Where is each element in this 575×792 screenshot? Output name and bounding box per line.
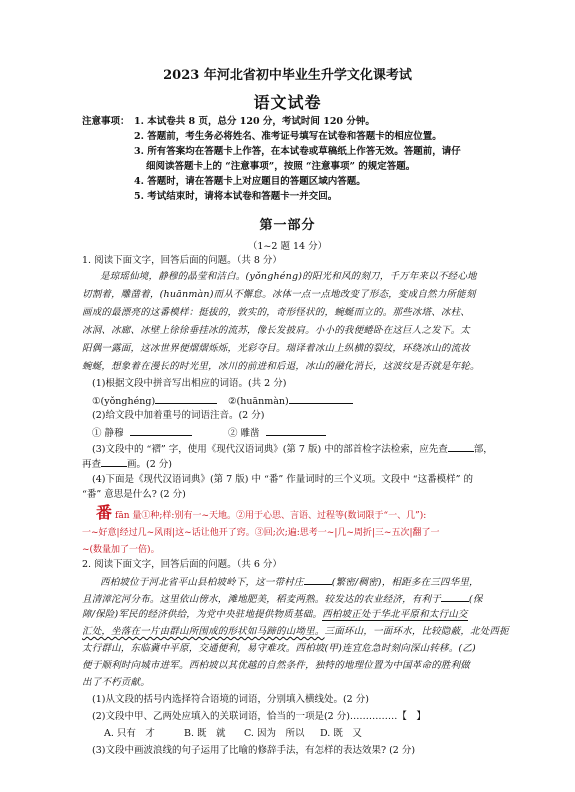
q2-sub1: (1)从文段的括号内选择符合语境的词语，分别填入横线处。(2 分) — [92, 694, 369, 705]
q1-sub4: (4)下面是《现代汉语词典》(第 7 版) 中 “番” 作量词时的三个义项。文段中 “这番模样” 的 — [92, 474, 473, 485]
q2-sub3: (3)文段中画波浪线的句子运用了比喻的修辞手法，有怎样的表达效果? (2 分) — [92, 745, 416, 756]
q1-sub2-answer-b — [228, 425, 326, 441]
q1-passage-line: 画成的最漂亮的这番模样：挺拔的，敦实的，奇形怪状的，蜿蜒而立的。那些冰塔、冰柱、 — [82, 307, 471, 318]
q2-passage-seg: 西柏坡位于河北省平山县柏坡岭下，这一带村庄 — [100, 577, 304, 588]
q1-sub3-text: (3)文段中的 “褶” 字，使用《现代汉语词典》(第 7 版) 中的部首检字法检索，应先查 — [92, 444, 448, 455]
answer-blank — [448, 441, 474, 452]
q1-sub2: (2)给文段中加着重号的词语注音。(2 分) — [92, 410, 265, 421]
q1-sub2-b-label: ② 雕凿 — [228, 428, 260, 439]
dictionary-entry-line — [96, 503, 426, 526]
q1-sub4-cont: “番” 意思是什么? (2 分) — [82, 489, 186, 500]
q2-passage-line: 出了不朽贡献。 — [82, 677, 150, 688]
answer-blank — [101, 456, 127, 467]
q1-passage-line: 是琼瑶仙境，静穆的晶莹和洁白。(yǒnghéng)的阳光和风的刻刀，千万年来以不经心地 — [100, 271, 477, 282]
q2-passage-line — [82, 608, 468, 622]
q1-sub3-text: 部， — [473, 444, 493, 455]
q1-sub3 — [92, 441, 493, 457]
q1-passage-line: 冰洞、冰廊、冰壁上徐徐垂挂冰的流苏，像长发披肩。小小的我便蜷卧在这巨人之发下。太 — [82, 325, 471, 336]
notes-label: 注意事项： — [82, 116, 130, 127]
answer-blank — [130, 425, 192, 436]
q2-passage-line: 太行群山，东临冀中平原，交通便利，易守难攻。西柏坡(甲)连宜危急时刻向深山转移。(乙) — [82, 643, 476, 654]
q1-sub2-answer-a — [92, 425, 192, 441]
q2-passage-underlined: 西柏坡正处于华北平原和太行山交 — [322, 609, 468, 620]
q2-option-b: B. 既 就 — [184, 728, 226, 739]
q2-passage-line — [100, 574, 479, 590]
q2-option-d: D. 既 又 — [320, 728, 362, 739]
answer-blank — [304, 574, 332, 585]
q1-sub1-answer-b — [228, 393, 353, 409]
answer-blank — [155, 393, 217, 404]
answer-blank — [266, 425, 326, 436]
q2-stem: 2. 阅读下面文字，回答后面的问题。（共 6 分） — [82, 559, 282, 570]
note-item: 4. 答题时，请在答题卡上对应题目的答题区域内答题。 — [134, 176, 366, 187]
q1-sub1-b-label: ②(huānmàn) — [228, 396, 289, 407]
dictionary-line-3: ~(数量加了一倍)。 — [82, 545, 160, 555]
q2-passage-line — [82, 625, 509, 639]
answer-blank — [441, 591, 469, 602]
q1-sub3-text: 画。(2 分) — [127, 459, 172, 470]
q1-sub1-a-label: ①(yǒnghéng) — [92, 396, 156, 407]
q1-sub2-a-label: ① 静穆 — [92, 428, 124, 439]
dictionary-head-char: 番 — [96, 503, 113, 522]
q2-passage-line — [82, 591, 483, 607]
q2-passage-seg: (保 — [468, 594, 483, 605]
note-item: 细阅读答题卡上的 “注意事项”，按照 “注意事项” 的规定答题。 — [146, 161, 416, 172]
q2-sub2: (2)文段中甲、乙两处应填入的关联词语，恰当的一项是(2 分)……………【 】 — [92, 711, 426, 722]
exam-title: 2023 年河北省初中毕业生升学文化课考试 — [163, 68, 412, 83]
answer-blank — [289, 393, 353, 404]
dictionary-line-1: fān 量①种;样:别有一~天地。②用于心思、言语、过程等(数词限于“一、几”): — [115, 511, 427, 521]
q1-passage-line: 阳偶一露面，这冰世界便熠熠烁烁，光彩夺目。瑞译着冰山上纵横的裂纹，环绕冰山的流妆 — [82, 343, 471, 354]
q2-passage-seg: 且清漳沱河分布。这里依山傍水，滩地肥美，稻麦两熟。较发达的农业经济，有利于 — [82, 594, 441, 605]
q2-option-a: A. 只有 才 — [104, 728, 155, 739]
note-item: 3. 所有答案均在答题卡上作答，在本试卷或草稿纸上作答无效。答题前，请仔 — [134, 146, 461, 157]
q1-passage-line: 蜿蜒，想象着在漫长的时光里，冰川的前进和后退，冰山的融化消长，这波纹是否就是年轮。 — [82, 361, 480, 372]
q1-sub3-cont — [82, 456, 172, 472]
q2-passage-seg: 障/保险)军民的经济供给，为党中央驻地提供物质基础。 — [82, 609, 323, 620]
dictionary-line-2: 一~好意|经过几~风雨|这~话让他开了窍。③回;次;遍:思考一~|几~周折|三~五次|翻了一 — [82, 528, 440, 538]
q2-passage-seg: (繁密/稠密)，相距多在三四华里， — [331, 577, 479, 588]
note-item: 2. 答题前，考生务必将姓名、准考证号填写在试卷和答题卡的相应位置。 — [134, 131, 442, 142]
part-score: （1~2 题 14 分） — [247, 241, 328, 252]
q2-passage-line: 便于顺利时向城市进军。西柏坡以其优越的自然条件，独特的地理位置为中国革命的胜利做 — [82, 660, 471, 671]
note-item: 1. 本试卷共 8 页，总分 120 分，考试时间 120 分钟。 — [134, 116, 375, 127]
q1-sub1: (1)根据文段中拼音写出相应的词语。(共 2 分) — [92, 378, 287, 389]
q2-passage-seg: 三面环山，一面环水，比较隐蔽，北处西扼 — [324, 626, 509, 637]
q1-stem: 1. 阅读下面文字，回答后面的问题。（共 8 分） — [82, 255, 282, 266]
q1-sub1-answer-a — [92, 393, 217, 409]
q2-passage-wavy: 汇处，坐落在一片由群山所围成的形状如马蹄的山坳里。 — [82, 626, 325, 637]
note-item: 5. 考试结束时，请将本试卷和答题卡一并交回。 — [134, 191, 338, 202]
q1-passage-line: 切割着，雕凿着，(huānmàn)而从不懈怠。冰体一点一点地改变了形态，变成自然力所能刻 — [82, 289, 476, 300]
q1-sub3-text: 再查 — [82, 459, 102, 470]
part-title: 第一部分 — [259, 218, 316, 233]
subject-title: 语文试卷 — [253, 93, 322, 112]
q2-option-c: C. 因为 所以 — [244, 728, 305, 739]
